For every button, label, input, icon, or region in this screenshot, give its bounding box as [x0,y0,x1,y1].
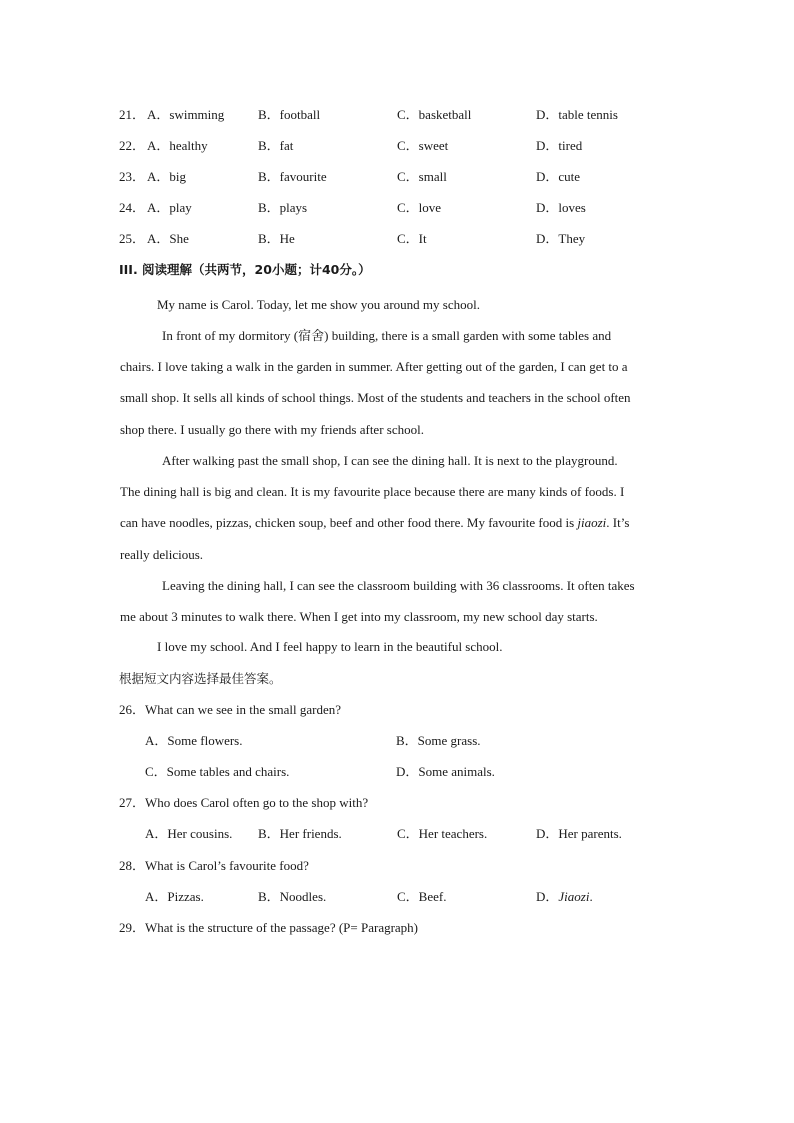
question-number: 25． [119,231,146,246]
question-row-22 [119,135,679,151]
question-26-option-b: B．Some grass. [396,733,481,748]
passage-line: me about 3 minutes to walk there. When I get into my classroom, my new school day starts. [120,609,598,625]
option-b: B．football [258,107,321,122]
passage-line: In front of my dormitory (宿舍) building, there is a small garden with some tables and [162,328,612,343]
question-28-option-b: B．Noodles. [258,889,327,904]
question-28-stem: 28．What is Carol’s favourite food? [119,858,309,873]
question-number: 21． [119,107,146,122]
option-a: A．swimming [147,107,225,122]
passage-line: After walking past the small shop, I can see the dining hall. It is next to the playground. [162,453,618,468]
question-27-option-b: B．Her friends. [258,826,342,841]
option-label: D． [536,889,559,904]
question-29-stem: 29．What is the structure of the passage? (P= Paragraph) [119,920,419,935]
passage-line: small shop. It sells all kinds of school things. Most of the students and teachers in the school often [120,390,631,406]
option-a: A．healthy [147,138,208,153]
question-27-option-d: D．Her parents. [536,826,622,841]
option-c: C．sweet [397,138,449,153]
option-a: A．play [147,200,192,215]
option-punctuation: . [589,889,593,904]
passage-paragraph-3 [120,445,675,570]
option-a: A．She [147,231,189,246]
option-d: D．loves [536,200,586,215]
passage-line: Leaving the dining hall, I can see the classroom building with 36 classrooms. It often takes [162,578,635,593]
question-number: 24． [119,200,146,215]
section-heading: III. 阅读理解（共两节，20小题；计40分。） [119,262,371,277]
passage-line: The dining hall is big and clean. It is my favourite place because there are many kinds of foods. I [120,484,625,500]
option-c: C．small [397,169,447,184]
question-28-option-c: C．Beef. [397,889,447,904]
option-a: A．big [147,169,187,184]
question-26-option-c: C．Some tables and chairs. [145,764,290,779]
passage-line [120,507,675,538]
question-number: 23． [119,169,146,184]
question-26-option-a: A．Some flowers. [145,733,243,748]
italic-word: jiaozi [577,515,607,531]
option-c: C．love [397,200,442,215]
option-b: B．favourite [258,169,327,184]
question-28-option-a: A．Pizzas. [145,889,204,904]
option-c: C．basketball [397,107,472,122]
option-d: D．table tennis [536,107,618,122]
option-b: B．plays [258,200,308,215]
question-27-option-c: C．Her teachers. [397,826,488,841]
question-26-option-d: D．Some animals. [396,764,495,779]
passage-paragraph-1: My name is Carol. Today, let me show you around my school. [157,297,480,312]
question-27-option-a: A．Her cousins. [145,826,233,841]
passage-line: really delicious. [120,546,204,562]
option-b: B．fat [258,138,294,153]
passage-paragraph-4 [120,570,675,632]
passage-paragraph-2 [120,320,675,445]
passage-line: shop there. I usually go there with my friends after school. [120,421,424,437]
question-row-21 [119,104,679,120]
instruction-text: 根据短文内容选择最佳答案。 [119,671,282,686]
option-d: D．cute [536,169,581,184]
question-28-option-d [536,889,593,905]
question-26-stem: 26．What can we see in the small garden? [119,702,341,717]
passage-text: can have noodles, pizzas, chicken soup, beef and other food there. My favourite food is [120,515,578,531]
passage-text: . It’s [606,515,630,531]
option-d: D．They [536,231,586,246]
question-row-25 [119,228,679,244]
option-c: C．It [397,231,427,246]
question-row-24 [119,197,679,213]
question-27-stem: 27．Who does Carol often go to the shop with? [119,795,369,810]
passage-paragraph-5: I love my school. And I feel happy to learn in the beautiful school. [157,639,503,654]
italic-word: Jiaozi [558,889,590,904]
passage-line: chairs. I love taking a walk in the garden in summer. After getting out of the garden, I can get to a [120,359,628,375]
option-d: D．tired [536,138,583,153]
question-number: 22． [119,138,146,153]
option-b: B．He [258,231,295,246]
question-row-23 [119,166,679,182]
